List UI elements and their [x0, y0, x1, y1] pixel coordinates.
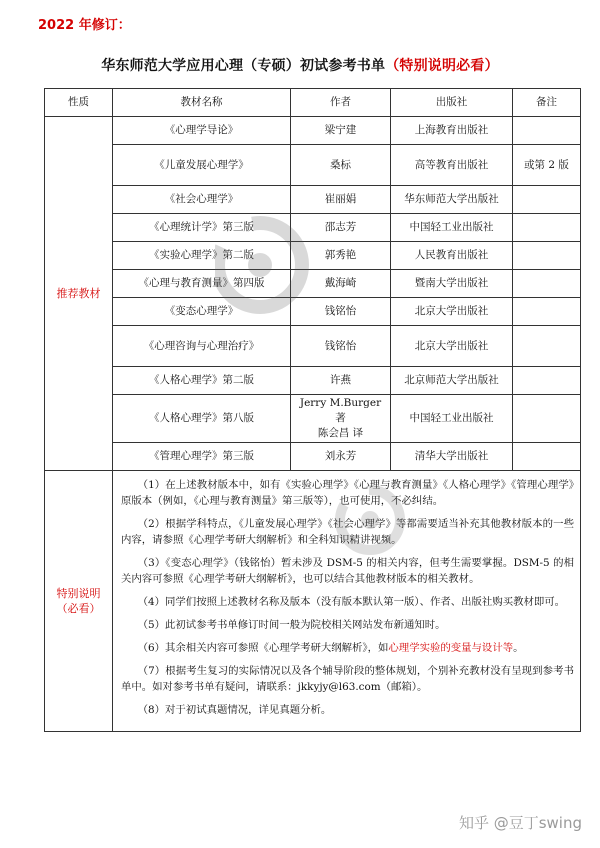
note6-prefix: （6）其余相关内容可参照《心理学考研大纲解析》，如: [137, 642, 389, 654]
book-author: 桑标: [291, 145, 391, 186]
book-author-line: Jerry M.Burger 著: [299, 397, 382, 424]
book-publisher: 北京大学出版社: [391, 298, 513, 326]
book-author: 崔丽娟: [291, 186, 391, 214]
book-note: [513, 443, 581, 471]
book-name: 《人格心理学》第八版: [113, 395, 291, 443]
book-name: 《心理统计学》第三版: [113, 214, 291, 242]
note6-suffix: 。: [513, 642, 524, 654]
table-row: [45, 367, 581, 395]
note-item: （7）根据考生复习的实际情况以及各个辅导阶段的整体规划，个别补充教材没有呈现到参考书单中。如对参考书单有疑问，请联系：jkkyjy@l63.com（邮箱）。: [121, 665, 574, 693]
book-name: 《实验心理学》第二版: [113, 242, 291, 270]
category-recommended: 推荐教材: [45, 117, 113, 471]
book-publisher: 清华大学出版社: [391, 443, 513, 471]
notes-cell: [113, 471, 581, 732]
table-row: [45, 395, 581, 443]
book-note: 或第 2 版: [513, 145, 581, 186]
book-name: 《心理咨询与心理治疗》: [113, 326, 291, 367]
book-author: 刘永芳: [291, 443, 391, 471]
note-item: （3）《变态心理学》（钱铭怡）暂未涉及 DSM-5 的相关内容，但考生需要掌握。DSM-5 的相关内容可参照《心理学考研大纲解析》，也可以结合其他教材版本的相关教材。: [121, 557, 574, 585]
book-author: 戴海崎: [291, 270, 391, 298]
book-publisher: 高等教育出版社: [391, 145, 513, 186]
table-row: [45, 186, 581, 214]
book-name: 《儿童发展心理学》: [113, 145, 291, 186]
note-item: （2）根据学科特点，《儿童发展心理学》《社会心理学》等都需要适当补充其他教材版本的一些内容，请参照《心理学考研大纲解析》和全科知识精讲视频。: [121, 518, 574, 546]
note-item: （1）在上述教材版本中，如有《实验心理学》《心理与教育测量》《人格心理学》《管理心理学》原版本（例如，《心理与教育测量》第三版等），也可使用，不必纠结。: [121, 479, 574, 507]
book-name: 《心理与教育测量》第四版: [113, 270, 291, 298]
book-author: 钱铭怡: [291, 326, 391, 367]
table-row: [45, 214, 581, 242]
table-row: [45, 145, 581, 186]
book-note: [513, 117, 581, 145]
book-publisher: 中国轻工业出版社: [391, 214, 513, 242]
header-remark: 备注: [513, 89, 581, 117]
header-author: 作者: [291, 89, 391, 117]
booklist-table: [44, 88, 581, 732]
book-note: [513, 326, 581, 367]
book-publisher: 人民教育出版社: [391, 242, 513, 270]
book-note: [513, 298, 581, 326]
title-main: 华东师范大学应用心理（专硕）初试参考书单: [101, 58, 386, 74]
note-item: （8）对于初试真题情况，详见真题分析。: [137, 704, 332, 716]
book-publisher: 北京大学出版社: [391, 326, 513, 367]
book-author: 许燕: [291, 367, 391, 395]
table-row: [45, 242, 581, 270]
book-name: 《心理学导论》: [113, 117, 291, 145]
book-publisher: 上海教育出版社: [391, 117, 513, 145]
book-author: 郭秀艳: [291, 242, 391, 270]
book-note: [513, 270, 581, 298]
notes-row: [45, 471, 581, 732]
book-name: 《社会心理学》: [113, 186, 291, 214]
category-notes-label: 特别说明: [56, 587, 101, 600]
note-item: （5）此初试参考书单修订时间一般为院校相关网站发布新通知时。: [137, 619, 446, 631]
book-translator-line: 陈会昌 译: [317, 427, 364, 439]
note6-highlight: 心理学实验的变量与设计等: [388, 642, 514, 654]
book-author: [291, 395, 391, 443]
book-author: 钱铭怡: [291, 298, 391, 326]
book-author: 梁宁建: [291, 117, 391, 145]
header-publisher: 出版社: [391, 89, 513, 117]
table-row: [45, 443, 581, 471]
book-note: [513, 186, 581, 214]
book-publisher: 北京师范大学出版社: [391, 367, 513, 395]
book-author: 邵志芳: [291, 214, 391, 242]
book-note: [513, 242, 581, 270]
table-row: [45, 270, 581, 298]
book-note: [513, 367, 581, 395]
table-row: [45, 298, 581, 326]
book-publisher: 暨南大学出版社: [391, 270, 513, 298]
table-row: [45, 117, 581, 145]
header-row: [45, 89, 581, 117]
footer-credit: 知乎 @豆丁swing: [458, 814, 582, 832]
book-publisher: 中国轻工业出版社: [391, 395, 513, 443]
header-book-name: 教材名称: [113, 89, 291, 117]
note-item: [121, 640, 574, 656]
table-row: [45, 326, 581, 367]
book-note: [513, 395, 581, 443]
book-name: 《人格心理学》第二版: [113, 367, 291, 395]
book-name: 《管理心理学》第三版: [113, 443, 291, 471]
header-nature: 性质: [45, 89, 113, 117]
book-note: [513, 214, 581, 242]
category-notes: [45, 471, 113, 732]
revision-label: 2022 年修订：: [38, 18, 131, 33]
book-publisher: 华东师范大学出版社: [391, 186, 513, 214]
book-name: 《变态心理学》: [113, 298, 291, 326]
category-notes-sub: （必看）: [56, 602, 101, 615]
page-title: [0, 55, 600, 75]
title-note: （特别说明必看）: [385, 58, 499, 74]
note-item: （4）同学们按照上述教材名称及版本（没有版本默认第一版）、作者、出版社购买教材即可。: [137, 596, 566, 608]
